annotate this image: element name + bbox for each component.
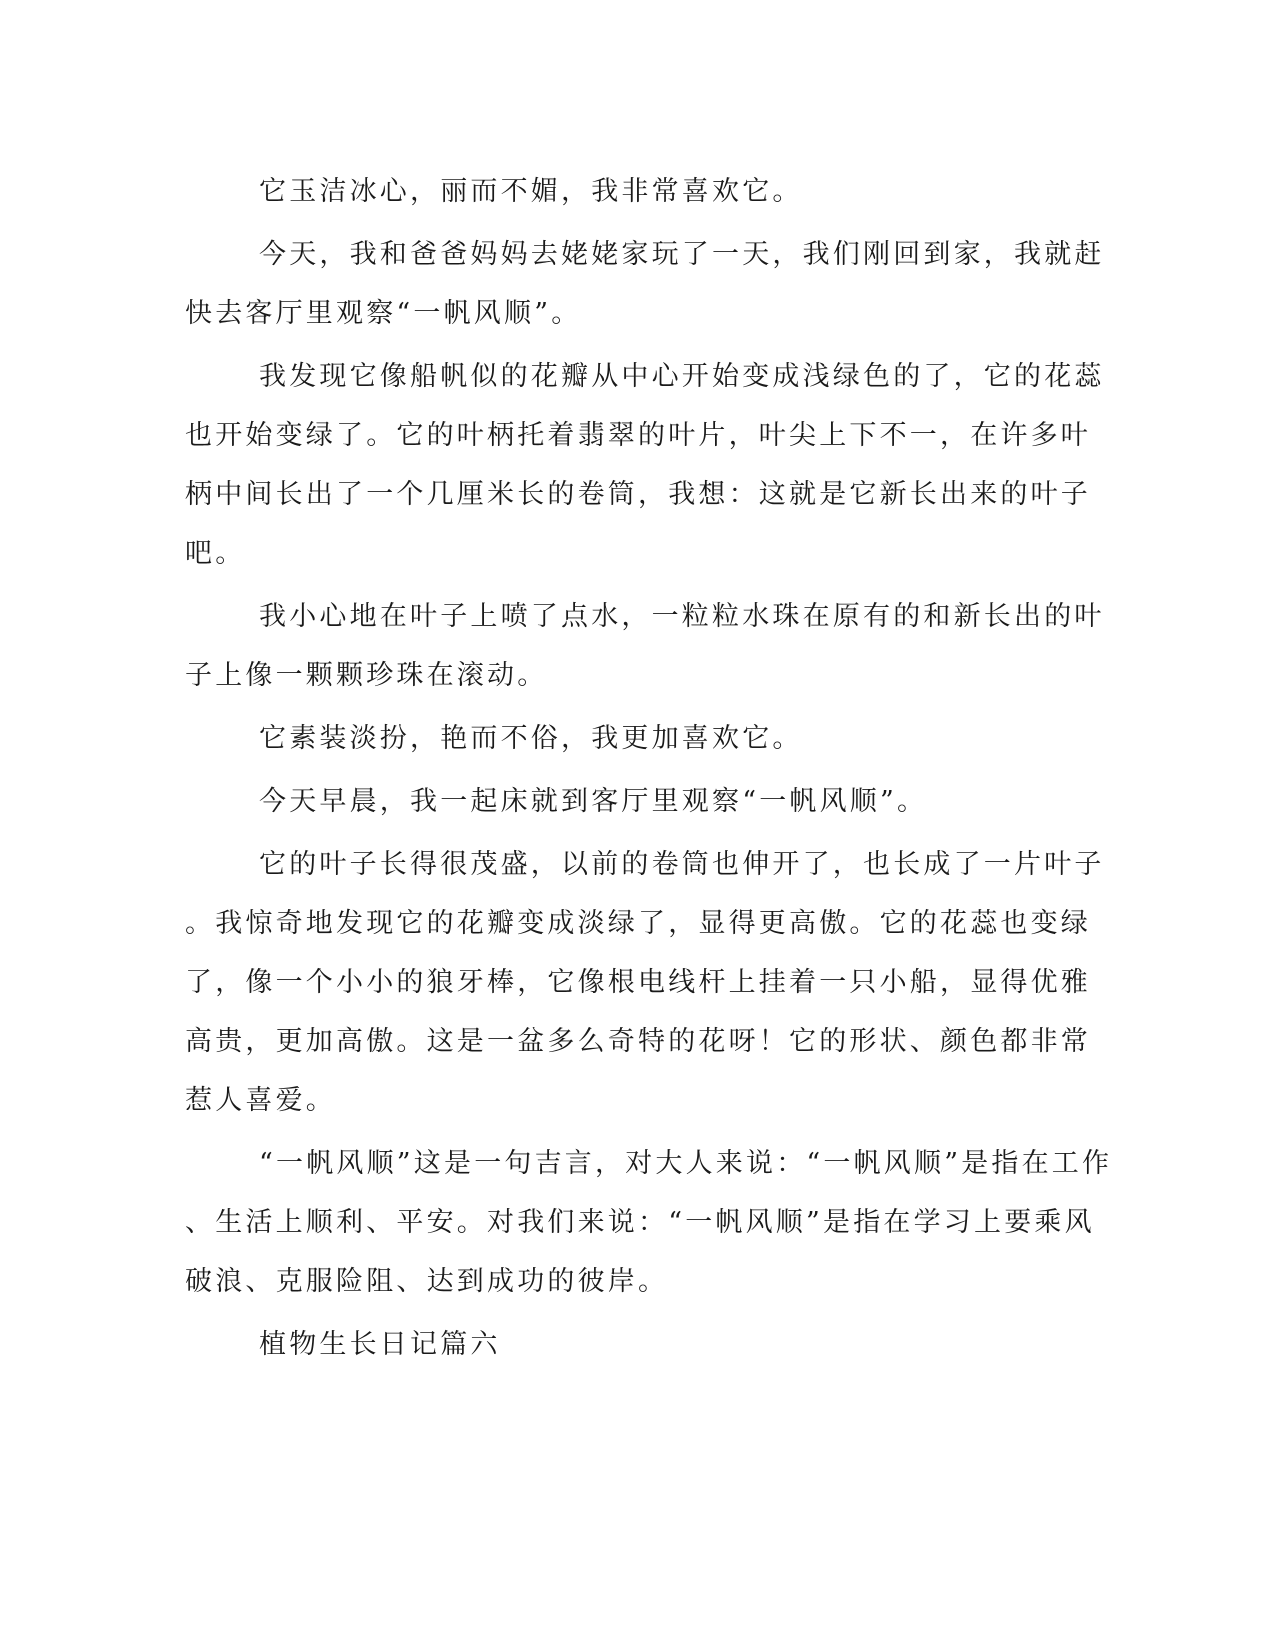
paragraph bbox=[185, 587, 1105, 705]
paragraph-line: “一帆风顺”这是一句吉言，对大人来说：“一帆风顺”是指在工作 bbox=[259, 1148, 1113, 1179]
paragraph-line: 它玉洁冰心，丽而不媚，我非常喜欢它。 bbox=[259, 176, 803, 207]
paragraph-line: 了，像一个小小的狼牙棒，它像根电线杆上挂着一只小船，显得优雅 bbox=[185, 967, 1091, 998]
paragraph-line: 柄中间长出了一个几厘米长的卷筒，我想：这就是它新长出来的叶子 bbox=[185, 479, 1091, 510]
paragraph-line: 吧。 bbox=[185, 538, 246, 569]
paragraph-line: 子上像一颗颗珍珠在滚动。 bbox=[185, 660, 548, 691]
section-heading bbox=[185, 1315, 1045, 1374]
paragraph-line: 今天，我和爸爸妈妈去姥姥家玩了一天，我们刚回到家，我就赶 bbox=[259, 239, 1105, 270]
paragraph-line: 快去客厅里观察“一帆风顺”。 bbox=[185, 298, 582, 329]
paragraph-line: 。我惊奇地发现它的花瓣变成淡绿了，显得更高傲。它的花蕊也变绿 bbox=[185, 908, 1091, 939]
paragraph bbox=[185, 1134, 1113, 1311]
paragraph-line: 也开始变绿了。它的叶柄托着翡翠的叶片，叶尖上下不一，在许多叶 bbox=[185, 420, 1091, 451]
paragraph-line: 我小心地在叶子上喷了点水，一粒粒水珠在原有的和新长出的叶 bbox=[259, 601, 1105, 632]
paragraph bbox=[185, 772, 1045, 831]
paragraph bbox=[185, 225, 1105, 343]
paragraph bbox=[185, 835, 1105, 1130]
paragraph-line: 惹人喜爱。 bbox=[185, 1085, 336, 1116]
paragraph-line: 高贵，更加高傲。这是一盆多么奇特的花呀！它的形状、颜色都非常 bbox=[185, 1026, 1091, 1057]
paragraph bbox=[185, 162, 1045, 221]
paragraph-line: 今天早晨，我一起床就到客厅里观察“一帆风顺”。 bbox=[259, 786, 928, 817]
paragraph bbox=[185, 347, 1105, 583]
paragraph-line: 我发现它像船帆似的花瓣从中心开始变成浅绿色的了，它的花蕊 bbox=[259, 361, 1105, 392]
paragraph-line: 、生活上顺利、平安。对我们来说：“一帆风顺”是指在学习上要乘风 bbox=[185, 1207, 1095, 1238]
document-body bbox=[185, 162, 1113, 1378]
paragraph bbox=[185, 709, 1045, 768]
paragraph-line: 它的叶子长得很茂盛，以前的卷筒也伸开了，也长成了一片叶子 bbox=[259, 849, 1105, 880]
paragraph-line: 它素装淡扮，艳而不俗，我更加喜欢它。 bbox=[259, 723, 803, 754]
section-heading-text: 植物生长日记篇六 bbox=[259, 1329, 501, 1360]
paragraph-line: 破浪、克服险阻、达到成功的彼岸。 bbox=[185, 1266, 669, 1297]
